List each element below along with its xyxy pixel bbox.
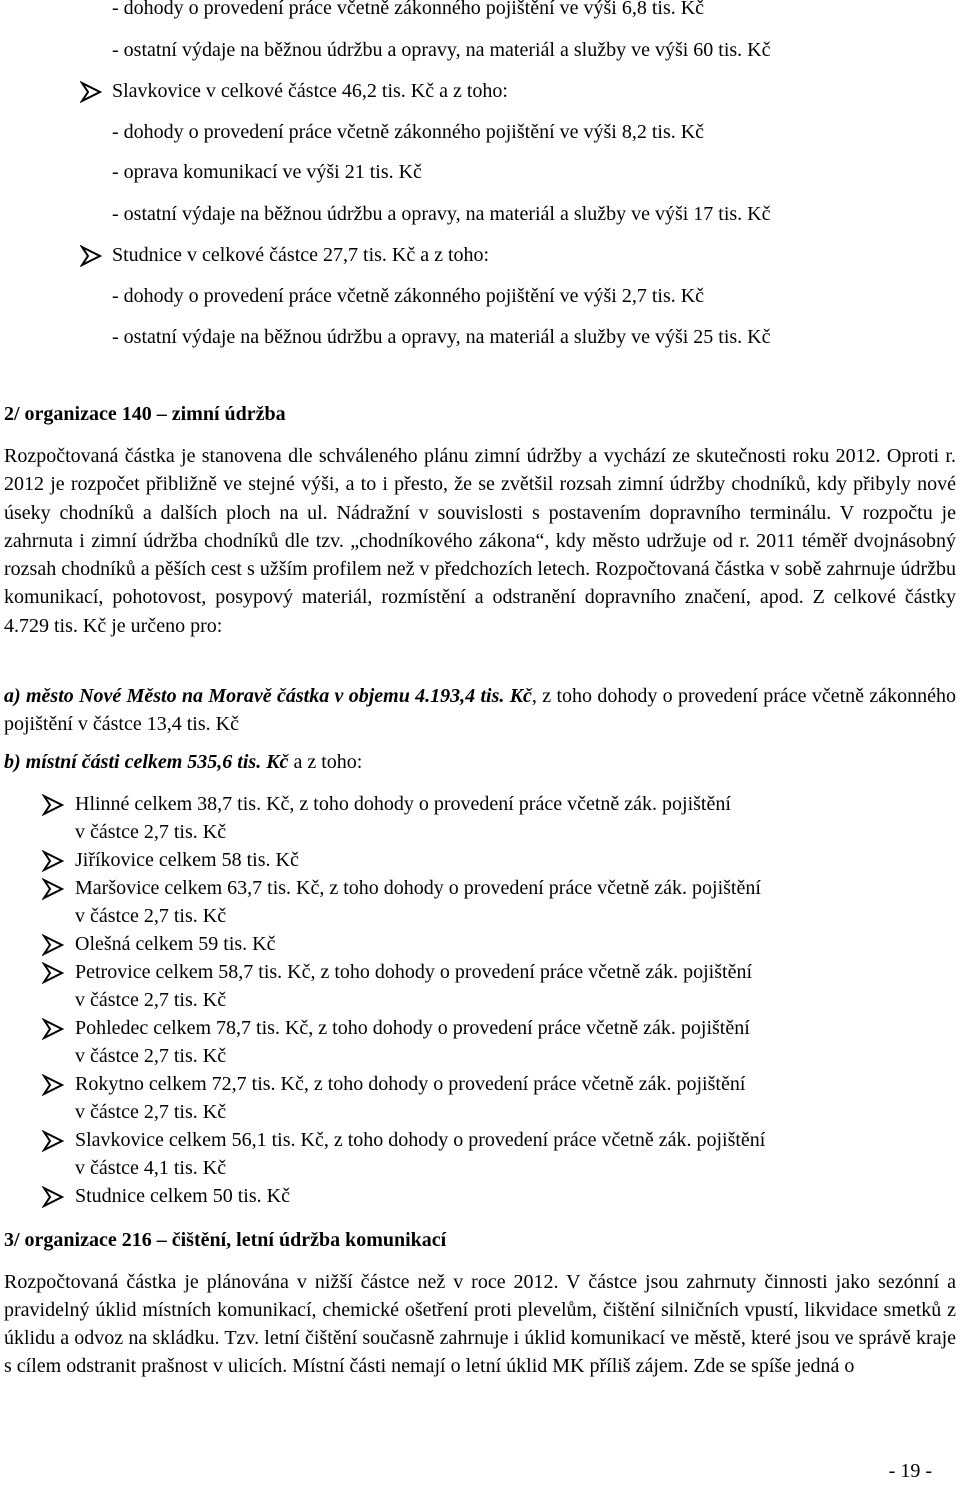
arrow-bullet-icon (42, 962, 64, 984)
studnice-item-2: - ostatní výdaje na běžnou údržbu a opravy, na materiál a služby ve výši 25 tis. Kč (112, 326, 771, 348)
studnice-item-1: - dohody o provedení práce včetně zákonného pojištění ve výši 2,7 tis. Kč (112, 285, 705, 307)
slavkovice-title: Slavkovice v celkové částce 46,2 tis. Kč a z toho: (112, 80, 508, 102)
section2-heading: 2/ organizace 140 – zimní údržba (4, 403, 286, 425)
local-part-line-2: v částce 4,1 tis. Kč (75, 1157, 227, 1179)
slavkovice-item-1: - dohody o provedení práce včetně zákonného pojištění ve výši 8,2 tis. Kč (112, 121, 705, 143)
studnice-title: Studnice v celkové částce 27,7 tis. Kč a z toho: (112, 244, 490, 266)
local-part-line: Petrovice celkem 58,7 tis. Kč, z toho dohody o provedení práce včetně zák. pojištění (75, 961, 753, 983)
local-part-line: Olešná celkem 59 tis. Kč (75, 933, 276, 955)
arrow-bullet-icon (42, 1018, 64, 1040)
local-part-line: Hlinné celkem 38,7 tis. Kč, z toho dohody o provedení práce včetně zák. pojištění (75, 793, 731, 815)
section2-paragraph: Rozpočtovaná částka je stanovena dle schváleného plánu zimní údržby a vychází ze skutečnosti roku 2012. Oproti r. 2012 je rozpočet přibližně ve stejné výši, a to i přesto, že se zvětšil rozsah zimní údržby chodníků, kdy přibyly nové úseky chodníků a dalších ploch na ul. Nádražní v souvislosti s postavením dopravního terminálu. V rozpočtu je zahrnuta i zimní údržba chodníků dle tzv. „chodníkového zákona“, kdy město udržuje od r. 2011 téměř dvojnásobný rozsah chodníků a pěších cest s užším profilem než v předchozích letech. Rozpočtovaná částka v sobě zahrnuje údržbu komunikací, pohotovost, posypový materiál, rozmístění a odstranění dopravního značení, apod. Z celkové částky 4.729 tis. Kč je určeno pro: (4, 445, 956, 637)
page-number: - 19 - (888, 1460, 932, 1482)
local-part-line-2: v částce 2,7 tis. Kč (75, 1101, 227, 1123)
local-part-line: Studnice celkem 50 tis. Kč (75, 1185, 290, 1207)
section2-b-rest: a z toho: (288, 751, 363, 773)
top-line-1: - dohody o provedení práce včetně zákonného pojištění ve výši 6,8 tis. Kč (112, 0, 705, 19)
local-part-line: Maršovice celkem 63,7 tis. Kč, z toho dohody o provedení práce včetně zák. pojištění (75, 877, 761, 899)
section2-b-bold: b) místní části celkem 535,6 tis. Kč (4, 751, 289, 773)
section2-b-line (4, 748, 956, 776)
section2-a-line (4, 682, 956, 739)
local-part-line-2: v částce 2,7 tis. Kč (75, 821, 227, 843)
local-part-line: Slavkovice celkem 56,1 tis. Kč, z toho dohody o provedení práce včetně zák. pojištění (75, 1129, 766, 1151)
arrow-bullet-icon (42, 850, 64, 872)
section2-a-bold: a) město Nové Město na Moravě částka v objemu 4.193,4 tis. Kč (4, 685, 532, 707)
local-part-line-2: v částce 2,7 tis. Kč (75, 1045, 227, 1067)
section2-a-rest: , z toho dohody o provedení práce včetně zákonného pojištění v částce 13,4 tis. Kč (4, 685, 956, 736)
arrow-bullet-icon (42, 934, 64, 956)
arrow-bullet-icon (42, 794, 64, 816)
local-part-line-2: v částce 2,7 tis. Kč (75, 989, 227, 1011)
arrow-bullet-icon (80, 81, 102, 103)
slavkovice-item-2: - oprava komunikací ve výši 21 tis. Kč (112, 161, 422, 183)
local-part-line: Rokytno celkem 72,7 tis. Kč, z toho dohody o provedení práce včetně zák. pojištění (75, 1073, 746, 1095)
section3-heading: 3/ organizace 216 – čištění, letní údržba komunikací (4, 1229, 447, 1251)
section3-paragraph: Rozpočtovaná částka je plánována v nižší částce než v roce 2012. V částce jsou zahrnuty činnosti jako sezónní a pravidelný úklid místních komunikací, chemické ošetření proti plevelům, čištění silničních vpustí, likvidace smetků z úklidu a odvoz na skládku. Tzv. letní čištění současně zahrnuje i úklid komunikací ve městě, které jsou ve správě kraje s cílem odstranit prašnost v ulicích. Místní části nemají o letní úklid MK příliš zájem. Zde se spíše jedná o (4, 1271, 956, 1378)
arrow-bullet-icon (42, 1130, 64, 1152)
arrow-bullet-icon (42, 1186, 64, 1208)
arrow-bullet-icon (42, 878, 64, 900)
local-part-line-2: v částce 2,7 tis. Kč (75, 905, 227, 927)
local-part-line: Jiříkovice celkem 58 tis. Kč (75, 849, 299, 871)
arrow-bullet-icon (42, 1074, 64, 1096)
top-line-2: - ostatní výdaje na běžnou údržbu a opravy, na materiál a služby ve výši 60 tis. Kč (112, 39, 771, 61)
local-part-line: Pohledec celkem 78,7 tis. Kč, z toho dohody o provedení práce včetně zák. pojištění (75, 1017, 750, 1039)
arrow-bullet-icon (80, 245, 102, 267)
slavkovice-item-3: - ostatní výdaje na běžnou údržbu a opravy, na materiál a služby ve výši 17 tis. Kč (112, 203, 771, 225)
